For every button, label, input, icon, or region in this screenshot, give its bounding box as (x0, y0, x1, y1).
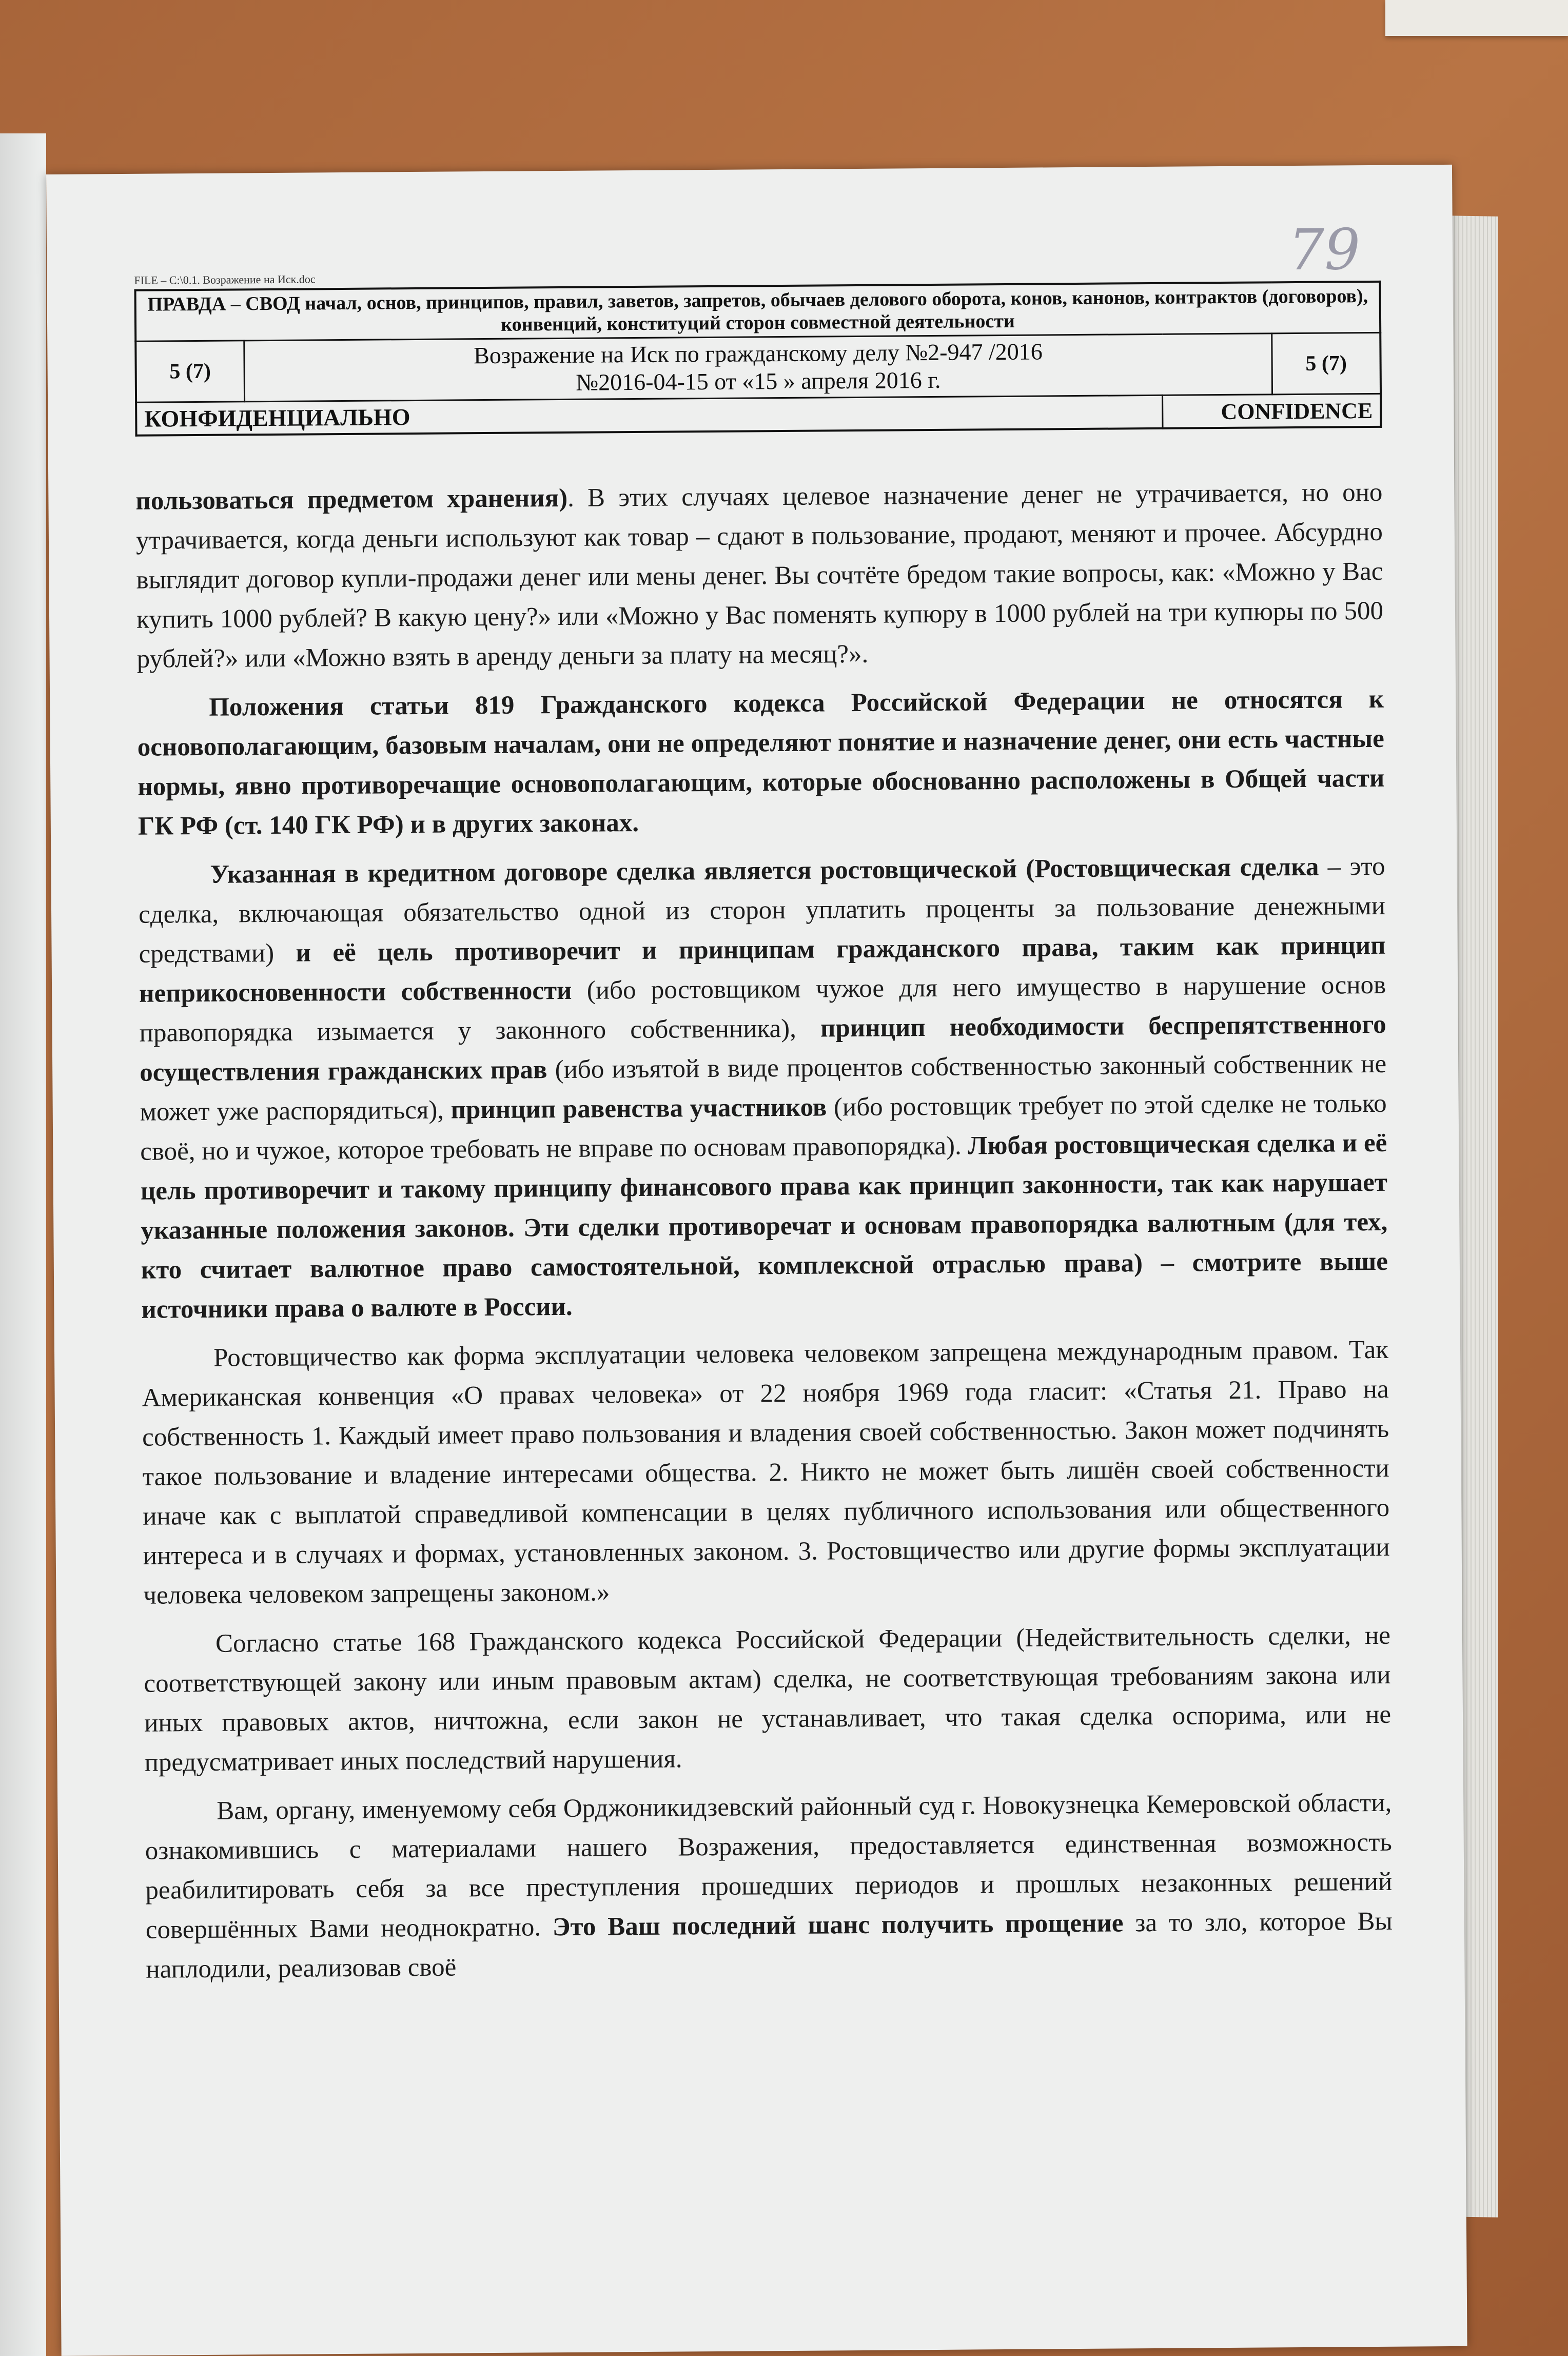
document-title-line2: №2016-04-15 от «15 » апреля 2016 г. (576, 366, 941, 396)
page-number-left: 5 (7) (135, 341, 244, 402)
text: (ибо ростовщиком чужое для него имущество в нарушение основ правопорядка изымается у законного собственника), (139, 970, 1386, 1048)
bold-text: принцип необходимости беспрепятственного осуществления гражданских прав (140, 1010, 1386, 1087)
confidential-en: CONFIDENCE (1163, 394, 1381, 428)
document-title (244, 333, 1272, 402)
document-page (46, 165, 1467, 2356)
desk-paper (1385, 0, 1568, 36)
bold-text: Это Ваш последний шанс получить прощение (552, 1909, 1124, 1942)
confidential-ru: КОНФИДЕНЦИАЛЬНО (136, 395, 1163, 435)
header-table (134, 281, 1382, 437)
left-page-edge (0, 133, 46, 2356)
paragraph-3 (138, 847, 1388, 1330)
text: (ибо изъятой в виде процентов собственностью законный собственник не может уже распорядиться), (140, 1049, 1387, 1127)
paragraph-5 (144, 1616, 1391, 1783)
bold-text: и её цель противоречит и принципам гражданского права, таким как принцип неприкосновенности собственности (139, 931, 1386, 1008)
bold-text: Положения статьи 819 Гражданского кодекса Российской Федерации не относятся к основополагающим, базовым началам, они не определяют понятие и назначение денег, они есть частные нормы, явно противоречащие основополагающим, которые обоснованно расположены в Общей части ГК РФ (ст. 140 ГК РФ) и в других законах. (137, 684, 1385, 841)
bold-text: принцип равенства участников (450, 1093, 827, 1125)
bold-text: Указанная в кредитном договоре сделка является ростовщической (Ростовщическая сделка (210, 852, 1319, 889)
handwritten-page-number: 79 (1288, 217, 1361, 283)
text: . В этих случаях целевое назначение денег не утрачивается, но оно утрачивается, когда деньги используют как товар – сдают в пользование, продают, меняют и прочее. Абсурдно выглядит договор купли-продажи денег или мены денег. Вы сочтёте бредом такие вопросы, как: «Можно у Вас купить 1000 рублей? В какую цену?» или «Можно у Вас поменять купюру в 1000 рублей на три купюры по 500 рублей?» или «Можно взять в аренду деньги за плату на месяц?». (135, 478, 1384, 674)
text: Вам, органу, именуемому себя Орджоникидзевский районный суд г. Новокузнецка Кемеровской области, ознакомившись с материалами нашего Возражения, предоставляется единственная возможность реабилитировать себя за все преступления прошедших периодов и прошлых незаконных решений совершённых Вами неоднократно. (145, 1788, 1393, 1945)
bold-text: Любая ростовщическая сделка и её цель противоречит и такому принципу финансового права как принцип законности, так как нарушает указанные положения законов. Эти сделки противоречат и основам правопорядка валютным (для тех, кто считает валютное право самостоятельной, комплексной отраслью права) – смотрите выше источники права о валюте в России. (140, 1128, 1388, 1324)
paragraph-2 (137, 680, 1385, 847)
document-title-line1: Возражение на Иск по гражданскому делу №2-947 /2016 (474, 338, 1043, 369)
text: – это сделка, включающая обязательство одной из сторон уплатить проценты за пользование денежными средствами) (138, 852, 1386, 969)
page-number-right: 5 (7) (1272, 332, 1381, 394)
text: Ростовщичество как форма эксплуатации человека человеком запрещена международным правом. Так Американская конвенция «О правах человека» от 22 ноября 1969 года гласит: «Статья 21. Право на собственность 1. Каждый имеет право пользования и владения своей собственностью. Закон может подчинять такое пользование и владение интересами общества. 2. Никто не может быть лишён своей собственности иначе как с выплатой справедливой компенсации в целях публичного использования или общественного интереса и в случаях и формах, установленных законом. 3. Ростовщичество или другие формы эксплуатации человека человеком запрещены законом.» (142, 1335, 1390, 1610)
header-title: ПРАВДА – СВОД начал, основ, принципов, правил, заветов, запретов, обычаев делового оборота, конов, канонов, контрактов (договоров), конвенций, конституций сторон совместной деятельности (135, 282, 1381, 341)
paragraph-6 (145, 1783, 1393, 1990)
text: Согласно статье 168 Гражданского кодекса Российской Федерации (Недействительность сделки, не соответствующей закону или иным правовым актам) сделка, не соответствующая требованиям закона или иных правовых актов, ничтожна, если закон не устанавливает, что такая сделка оспорима, или не предусматривает иных последствий нарушения. (144, 1621, 1391, 1777)
paragraph-1 (135, 473, 1384, 679)
text: за то зло, которое Вы наплодили, реализовав своё (146, 1907, 1393, 1984)
bold-text: пользоваться предметом хранения) (135, 483, 568, 516)
document-body (135, 473, 1393, 1999)
paragraph-4 (142, 1330, 1390, 1616)
file-name: FILE – C:\0.1. Возражение на Иск.doc (134, 272, 316, 287)
text: (ибо ростовщик требует по этой сделке не только своё, но и чужое, которое требовать не вправе по основам правопорядка). (140, 1089, 1387, 1166)
